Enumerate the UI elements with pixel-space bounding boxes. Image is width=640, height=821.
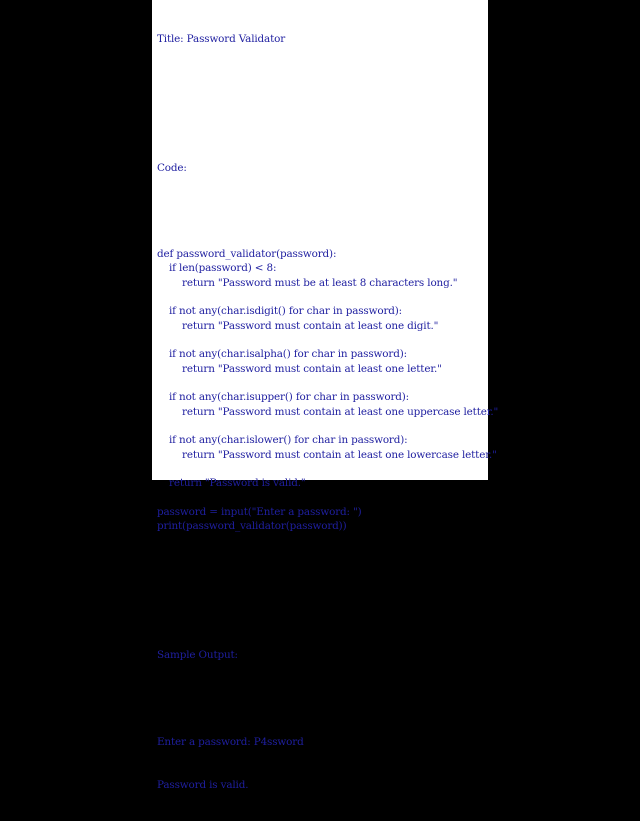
title-line: Title: Password Validator — [157, 32, 286, 45]
code-line: return "Password must contain at least one lowercase letter." — [182, 448, 497, 461]
code-line: password = input("Enter a password: ") — [157, 506, 362, 519]
code-heading: Code: — [157, 161, 187, 174]
blank-line — [157, 462, 488, 476]
code-line: return "Password is valid." — [169, 477, 306, 490]
code-line: if not any(char.islower() for char in password): — [169, 434, 408, 447]
code-block — [157, 247, 499, 534]
code-line: def password_validator(password): — [157, 247, 337, 260]
code-line: if not any(char.isdigit() for char in password): — [169, 305, 403, 318]
blank-line — [157, 204, 488, 218]
blank-line — [157, 419, 488, 433]
document-page — [152, 0, 499, 791]
code-line: return "Password must contain at least one uppercase letter." — [182, 405, 499, 418]
code-line: return "Password must contain at least one letter." — [182, 362, 442, 375]
blank-line — [157, 605, 488, 619]
code-line: return "Password must be at least 8 characters long." — [182, 276, 458, 289]
output-heading: Sample Output: — [157, 649, 238, 662]
output-line: Enter a password: P4ssword — [157, 735, 304, 748]
blank-line — [157, 118, 488, 132]
blank-line — [157, 75, 488, 89]
blank-line — [157, 333, 488, 347]
code-line: return "Password must contain at least one digit." — [182, 319, 439, 332]
blank-line — [157, 491, 488, 505]
output-line: Password is valid. — [157, 778, 249, 791]
code-line: print(password_validator(password)) — [157, 520, 347, 533]
code-line: if len(password) < 8: — [169, 262, 277, 275]
blank-line — [157, 290, 488, 304]
blank-line — [157, 692, 488, 706]
blank-line — [157, 562, 488, 576]
code-line: if not any(char.isupper() for char in password): — [169, 391, 410, 404]
blank-line — [157, 376, 488, 390]
document-content — [157, 3, 499, 821]
code-line: if not any(char.isalpha() for char in password): — [169, 348, 407, 361]
